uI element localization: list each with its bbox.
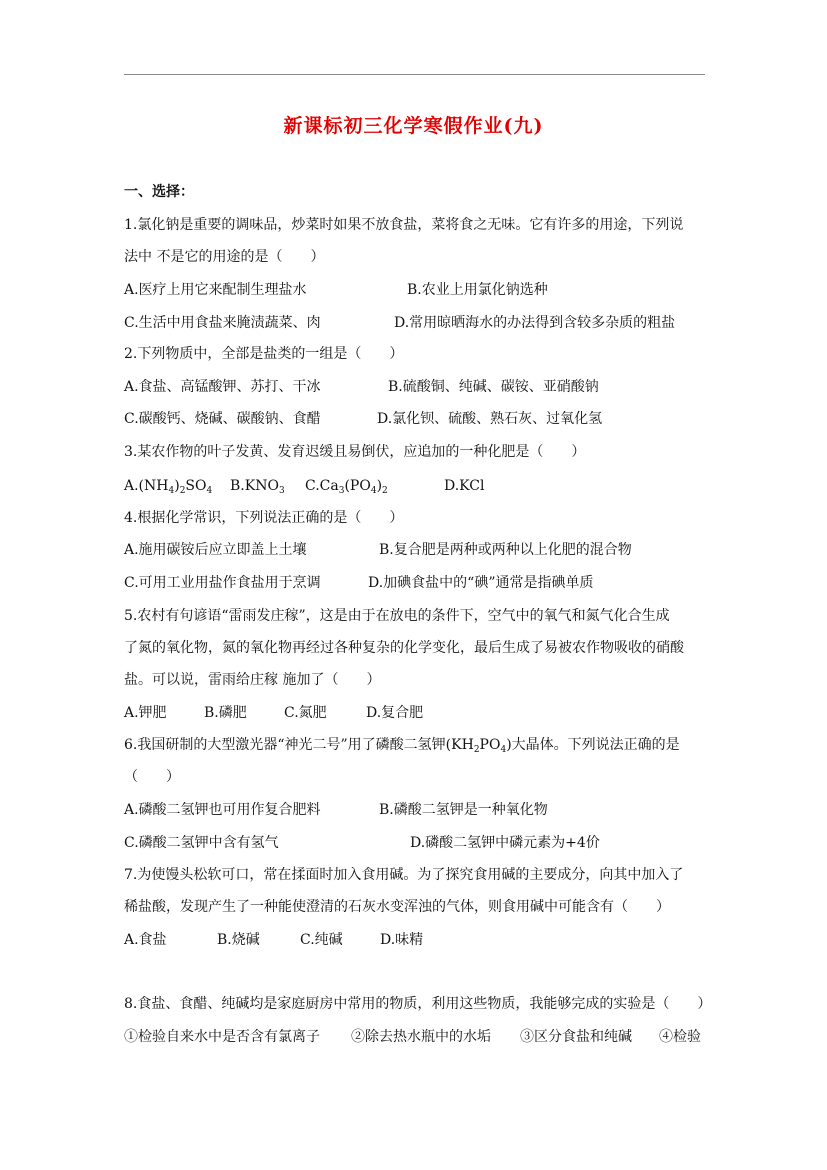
q7-stem-line-2: 稀盐酸，发现产生了一种能使澄清的石灰水变浑浊的气体，则食用碱中可能含有（ ）: [124, 899, 670, 915]
q3-option-a: $A.(NH_4)_2SO_4$: [124, 478, 213, 496]
section-heading: 一、选择：: [124, 184, 194, 200]
q5-stem-line-2: 了氮的氧化物，氮的氧化物再经过各种复杂的化学变化，最后生成了易被农作物吸收的硝酸: [124, 640, 684, 656]
q2-option-a: A.食盐、高锰酸钾、苏打、干冰: [124, 379, 321, 395]
q5-option-d: D.复合肥: [366, 705, 424, 721]
q5-option-c: C.氮肥: [284, 705, 327, 721]
q5-option-b: B.磷肥: [204, 705, 247, 721]
header-rule: [124, 74, 705, 75]
q5-stem-line-3: 盐。可以说，雷雨给庄稼 施加了（ ）: [124, 672, 381, 688]
q1-stem-line-1: 1.氯化钠是重要的调味品，炒菜时如果不放食盐，菜将食之无味。它有许多的用途，下列说: [124, 217, 684, 233]
q3-option-d: D.KCl: [444, 478, 485, 494]
q8-stem: 8.食盐、食醋、纯碱均是家庭厨房中常用的物质，利用这些物质，我能够完成的实验是（ ）: [124, 996, 712, 1012]
q4-option-d: D.加碘食盐中的“碘”通常是指碘单质: [368, 575, 594, 591]
q6-option-b: B.磷酸二氢钾是一种氧化物: [379, 802, 548, 818]
q7-stem-line-1: 7.为使馒头松软可口，常在揉面时加入食用碱。为了探究食用碱的主要成分，向其中加入了: [124, 867, 684, 883]
q1-option-a: A.医疗上用它来配制生理盐水: [124, 282, 307, 298]
q4-option-b: B.复合肥是两种或两种以上化肥的混合物: [379, 542, 632, 558]
q4-stem: 4.根据化学常识，下列说法正确的是（ ）: [124, 510, 404, 526]
q4-option-a: A.施用碳铵后应立即盖上土壤: [124, 542, 307, 558]
q8-item-4: ④检验: [659, 1029, 701, 1045]
q6-option-c: C.磷酸二氢钾中含有氢气: [124, 835, 279, 851]
q7-option-a: A.食盐: [124, 932, 167, 948]
page-title: 新课标初三化学寒假作业(九): [283, 115, 544, 137]
q2-stem: 2.下列物质中，全部是盐类的一组是（ ）: [124, 346, 404, 362]
q8-item-3: ③区分食盐和纯碱: [520, 1029, 632, 1045]
q1-option-c: C.生活中用食盐来腌渍蔬菜、肉: [124, 315, 321, 331]
q8-item-1: ①检验自来水中是否含有氯离子: [124, 1029, 320, 1045]
q3-option-c: $C.Ca_3(PO_4)_2$: [305, 478, 388, 496]
q1-option-d: D.常用晾晒海水的办法得到含较多杂质的粗盐: [394, 315, 676, 331]
q2-option-d: D.氯化钡、硫酸、熟石灰、过氧化氢: [377, 411, 603, 427]
q2-option-c: C.碳酸钙、烧碱、碳酸钠、食醋: [124, 411, 321, 427]
q1-option-b: B.农业上用氯化钠选种: [407, 282, 548, 298]
q6-option-a: A.磷酸二氢钾也可用作复合肥料: [124, 802, 321, 818]
q2-option-b: B.硫酸铜、纯碱、碳铵、亚硝酸钠: [388, 379, 599, 395]
q1-stem-line-2: 法中 不是它的用途的是（ ）: [124, 249, 325, 265]
q3-option-b: $B.KNO_3$: [230, 478, 285, 496]
q4-option-c: C.可用工业用盐作食盐用于烹调: [124, 575, 321, 591]
q5-stem-line-1: 5.农村有句谚语“雷雨发庄稼”，这是由于在放电的条件下，空气中的氧气和氮气化合生成: [124, 608, 670, 624]
q8-item-2: ②除去热水瓶中的水垢: [351, 1029, 491, 1045]
q5-option-a: A.钾肥: [124, 705, 167, 721]
q7-option-d: D.味精: [380, 932, 424, 948]
q7-option-c: C.纯碱: [300, 932, 343, 948]
q7-option-b: B.烧碱: [217, 932, 260, 948]
q3-stem: 3.某农作物的叶子发黄、发育迟缓且易倒伏，应追加的一种化肥是（ ）: [124, 444, 586, 460]
q6-stem-line-1: 6.我国研制的大型激光器“神光二号”用了磷酸二氢钾$(KH_2PO_4)$大晶体。下列说法正确的是: [124, 737, 680, 755]
q6-stem-line-2: （ ）: [124, 769, 180, 785]
q6-option-d: D.磷酸二氢钾中磷元素为+4价: [410, 835, 600, 851]
